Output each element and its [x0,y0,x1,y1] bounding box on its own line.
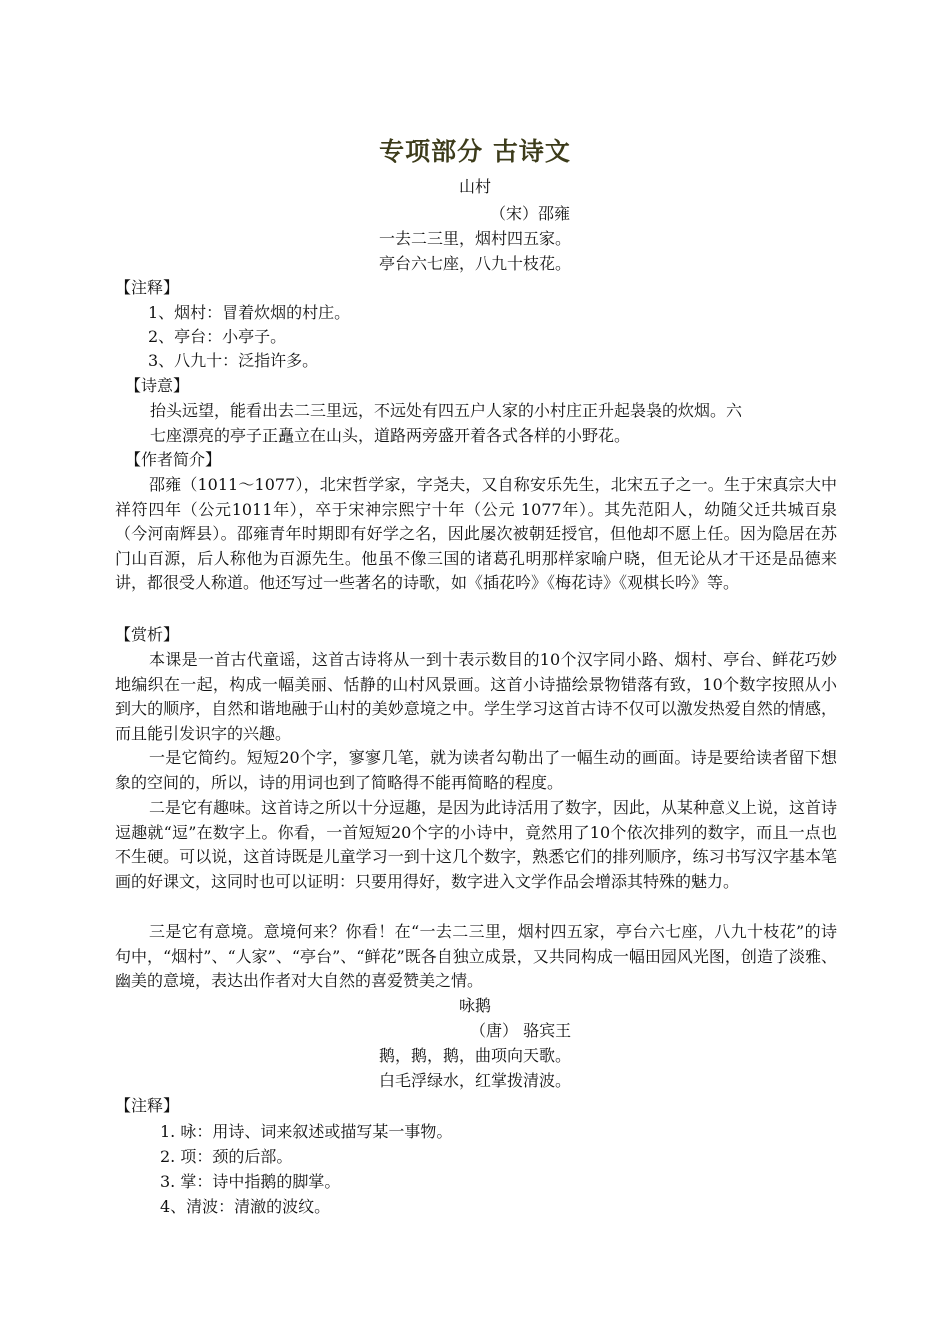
poem1-appreciation-heading: 【赏析】 [115,625,180,644]
poem2-note-4: 4、清波：清澈的波纹。 [160,1197,331,1216]
poem2-line-1: 鹅，鹅，鹅，曲项向天歌。 [378,1046,571,1065]
poem1-author-intro: 邵雍（1011～1077），北宋哲学家，字尧夫，又自称安乐先生，北宋五子之一。生于宋真宗大中祥符四年（公元1011年），卒于宋神宗熙宁十年（公元 1077年）。其先范阳人，幼随父迁共城百泉（今河南辉县）。邵雍青年时期即有好学之名，因此屡次被朝廷授官，但他却不愿上任。因为隐居在苏门山百源，后人称他为百源先生。他虽不像三国的诸葛孔明那样家喻户晓，但无论从才干还是品德来讲，都很受人称道。他还写过一些著名的诗歌，如《插花吟》《梅花诗》《观棋长吟》等。 [115,475,837,592]
appreciation-paragraph-2: 一是它简约。短短20个字，寥寥几笔，就为读者勾勒出了一幅生动的画面。诗是要给读者留下想象的空间的，所以，诗的用词也到了简略得不能再简略的程度。 [115,748,837,792]
poem2-note-2: 2. 项：颈的后部。 [160,1147,293,1166]
poem1-note-2: 2、亭台：小亭子。 [148,327,287,346]
poem2-note-3: 3. 掌：诗中指鹅的脚掌。 [160,1172,341,1191]
poem2-title: 咏鹅 [458,996,491,1015]
poem1-meaning-line-1: 抬头远望，能看出去二三里远，不远处有四五户人家的小村庄正升起袅袅的炊烟。六 [150,401,743,420]
poem1-author: （宋）邵雍 [490,204,571,223]
poem1-notes-heading: 【注释】 [115,278,180,297]
poem1-line-1: 一去二三里，烟村四五家。 [378,229,571,248]
appreciation-paragraph-3: 二是它有趣味。这首诗之所以十分逗趣，是因为此诗活用了数字，因此，从某种意义上说，这首诗逗趣就“逗”在数字上。你看，一首短短20个字的小诗中，竟然用了10个依次排列的数字，而且一点也不生硬。可以说，这首诗既是儿童学习一到十这几个数字，熟悉它们的排列顺序，练习书写汉字基本笔画的好课文，这同时也可以证明：只要用得好，数字进入文学作品会增添其特殊的魅力。 [115,798,838,891]
appreciation-paragraph-4: 三是它有意境。意境何来？你看！在“一去二三里，烟村四五家，亭台六七座，八九十枝花”的诗句中，“烟村”、“人家”、“亭台”、“鲜花”既各自独立成景，又共同构成一幅田园风光图，创造了淡雅、幽美的意境，表达出作者对大自然的喜爱赞美之情。 [115,922,837,990]
poem1-note-3: 3、八九十：泛指许多。 [148,351,319,370]
poem1-meaning-heading: 【诗意】 [125,376,190,395]
poem1-meaning-line-2: 七座漂亮的亭子正矗立在山头，道路两旁盛开着各式各样的小野花。 [150,426,631,445]
poem2-line-2: 白毛浮绿水，红掌拨清波。 [378,1071,571,1090]
poem1-note-1: 1、烟村：冒着炊烟的村庄。 [148,303,351,322]
appreciation-paragraph-1: 本课是一首古代童谣，这首古诗将从一到十表示数目的10个汉字同小路、烟村、亭台、鲜花巧妙地编织在一起，构成一幅美丽、恬静的山村风景画。这首小诗描绘景物错落有致，10个数字按照从小到大的顺序，自然和谐地融于山村的美妙意境之中。学生学习这首古诗不仅可以激发热爱自然的情感，而且能引发识字的兴趣。 [115,650,837,743]
page-title: 专项部分 古诗文 [379,137,571,166]
poem1-author-heading: 【作者简介】 [125,450,222,469]
poem2-notes-heading: 【注释】 [115,1096,180,1115]
poem2-author: （唐） 骆宾王 [470,1021,572,1040]
poem2-note-1: 1. 咏：用诗、词来叙述或描写某一事物。 [160,1122,453,1141]
poem1-title: 山村 [458,177,491,196]
poem1-line-2: 亭台六七座，八九十枝花。 [378,254,571,273]
